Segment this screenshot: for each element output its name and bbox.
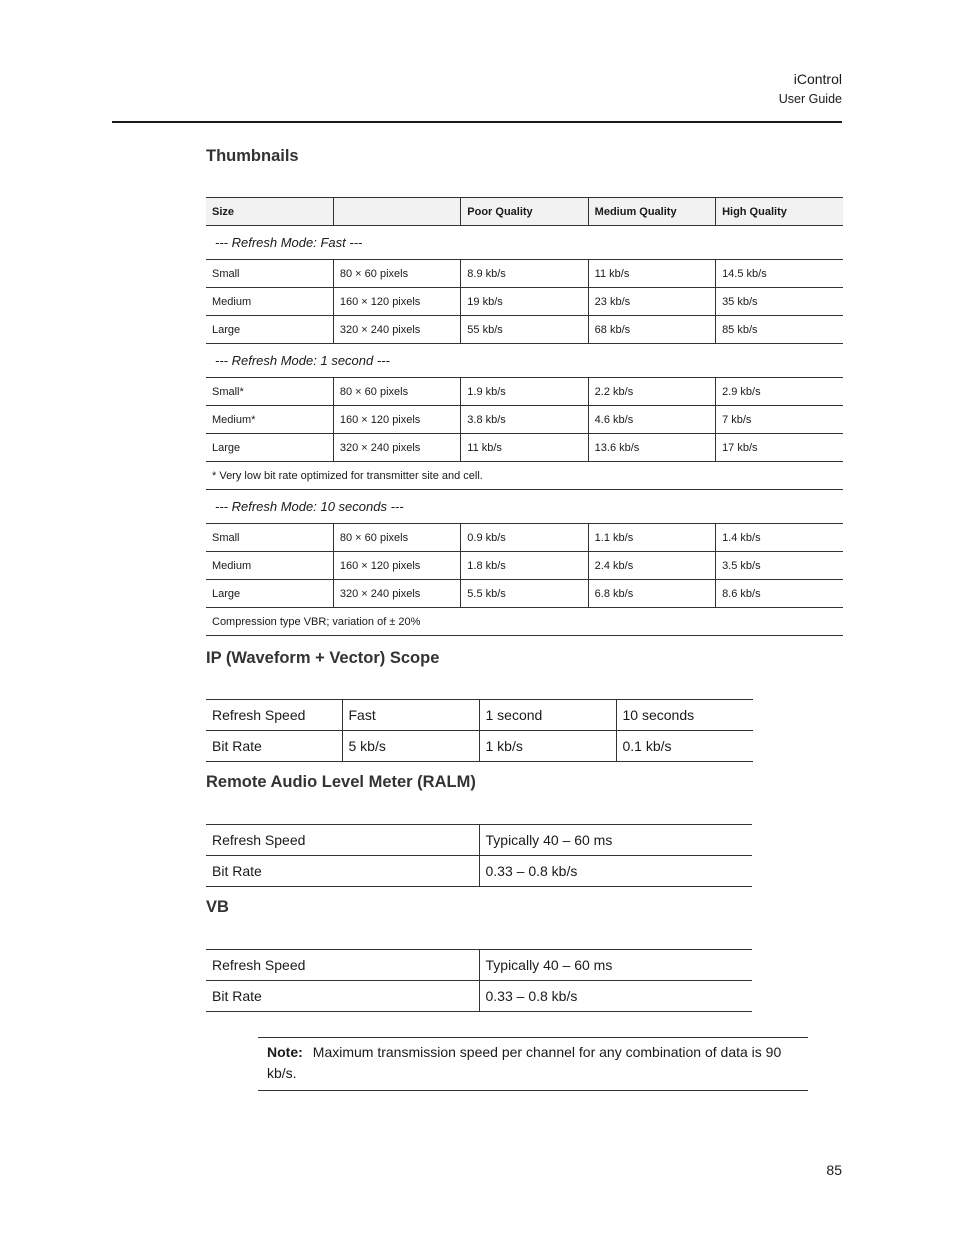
cell: 2.9 kb/s [716,378,843,406]
refresh-mode-label: --- Refresh Mode: 1 second --- [206,344,843,378]
compression-note: Compression type VBR; variation of ± 20% [206,608,843,636]
cell: 8.6 kb/s [716,580,843,608]
cell: Refresh Speed [206,825,479,856]
cell: 1.4 kb/s [716,524,843,552]
cell: 3.8 kb/s [461,406,588,434]
ralm-heading: Remote Audio Level Meter (RALM) [206,773,476,791]
table-row [206,856,752,887]
header-title: iControl [793,71,842,87]
cell: Small* [206,378,333,406]
cell: 35 kb/s [716,288,843,316]
cell: 160 × 120 pixels [333,288,460,316]
footnote-row [206,608,843,636]
table-row [206,524,843,552]
cell: 0.33 – 0.8 kb/s [479,856,752,887]
ip-scope-table [206,699,753,762]
thumbnails-heading: Thumbnails [206,147,299,165]
cell: Refresh Speed [206,950,479,981]
refresh-mode-label: --- Refresh Mode: Fast --- [206,226,843,260]
table-row [206,950,752,981]
cell: 80 × 60 pixels [333,524,460,552]
cell: 1 second [479,700,616,731]
note-text: Maximum transmission speed per channel for any combination of data is 90 kb/s. [267,1044,782,1081]
table-row [206,406,843,434]
refresh-mode-row [206,344,843,378]
cell: 1.8 kb/s [461,552,588,580]
column-header: Size [206,198,333,226]
cell: 320 × 240 pixels [333,316,460,344]
cell: Medium* [206,406,333,434]
table-row [206,378,843,406]
cell: 2.4 kb/s [588,552,715,580]
cell: 10 seconds [616,700,753,731]
cell: 1.1 kb/s [588,524,715,552]
cell: 11 kb/s [461,434,588,462]
column-header [333,198,460,226]
table-row [206,981,752,1012]
thumbnails-table [206,197,843,636]
cell: Medium [206,288,333,316]
header-rule [112,121,842,123]
refresh-mode-label: --- Refresh Mode: 10 seconds --- [206,490,843,524]
cell: Typically 40 – 60 ms [479,825,752,856]
cell: Bit Rate [206,856,479,887]
cell: 320 × 240 pixels [333,434,460,462]
cell: 4.6 kb/s [588,406,715,434]
cell: 80 × 60 pixels [333,260,460,288]
footnote: * Very low bit rate optimized for transmitter site and cell. [206,462,843,490]
table-row [206,580,843,608]
table-row [206,316,843,344]
cell: Bit Rate [206,731,342,762]
cell: 6.8 kb/s [588,580,715,608]
cell: Large [206,580,333,608]
cell: Medium [206,552,333,580]
cell: Small [206,524,333,552]
cell: 3.5 kb/s [716,552,843,580]
table-row [206,731,753,762]
cell: 320 × 240 pixels [333,580,460,608]
column-header: High Quality [716,198,843,226]
cell: 85 kb/s [716,316,843,344]
column-header: Poor Quality [461,198,588,226]
footnote-row [206,462,843,490]
note-box [258,1037,808,1091]
cell: 55 kb/s [461,316,588,344]
cell: 23 kb/s [588,288,715,316]
cell: 80 × 60 pixels [333,378,460,406]
column-header: Medium Quality [588,198,715,226]
table-row [206,260,843,288]
cell: 0.9 kb/s [461,524,588,552]
vb-heading: VB [206,898,229,916]
ip-scope-heading: IP (Waveform + Vector) Scope [206,649,440,667]
cell: 0.33 – 0.8 kb/s [479,981,752,1012]
table-row [206,434,843,462]
cell: 2.2 kb/s [588,378,715,406]
cell: Typically 40 – 60 ms [479,950,752,981]
cell: 68 kb/s [588,316,715,344]
vb-table [206,949,752,1012]
cell: Large [206,434,333,462]
cell: 1 kb/s [479,731,616,762]
table-row [206,552,843,580]
cell: 5.5 kb/s [461,580,588,608]
cell: 160 × 120 pixels [333,406,460,434]
cell: Fast [342,700,479,731]
cell: 8.9 kb/s [461,260,588,288]
ralm-table [206,824,752,887]
table-row [206,825,752,856]
cell: 5 kb/s [342,731,479,762]
page-number: 85 [826,1162,842,1178]
cell: 160 × 120 pixels [333,552,460,580]
cell: 11 kb/s [588,260,715,288]
cell: 19 kb/s [461,288,588,316]
table-row [206,288,843,316]
refresh-mode-row [206,226,843,260]
cell: Refresh Speed [206,700,342,731]
cell: Bit Rate [206,981,479,1012]
cell: 7 kb/s [716,406,843,434]
table-header-row [206,198,843,226]
cell: 0.1 kb/s [616,731,753,762]
refresh-mode-row [206,490,843,524]
note-label: Note: [267,1044,303,1060]
cell: Small [206,260,333,288]
cell: Large [206,316,333,344]
cell: 1.9 kb/s [461,378,588,406]
header-subtitle: User Guide [778,92,842,106]
cell: 13.6 kb/s [588,434,715,462]
cell: 17 kb/s [716,434,843,462]
cell: 14.5 kb/s [716,260,843,288]
table-row [206,700,753,731]
